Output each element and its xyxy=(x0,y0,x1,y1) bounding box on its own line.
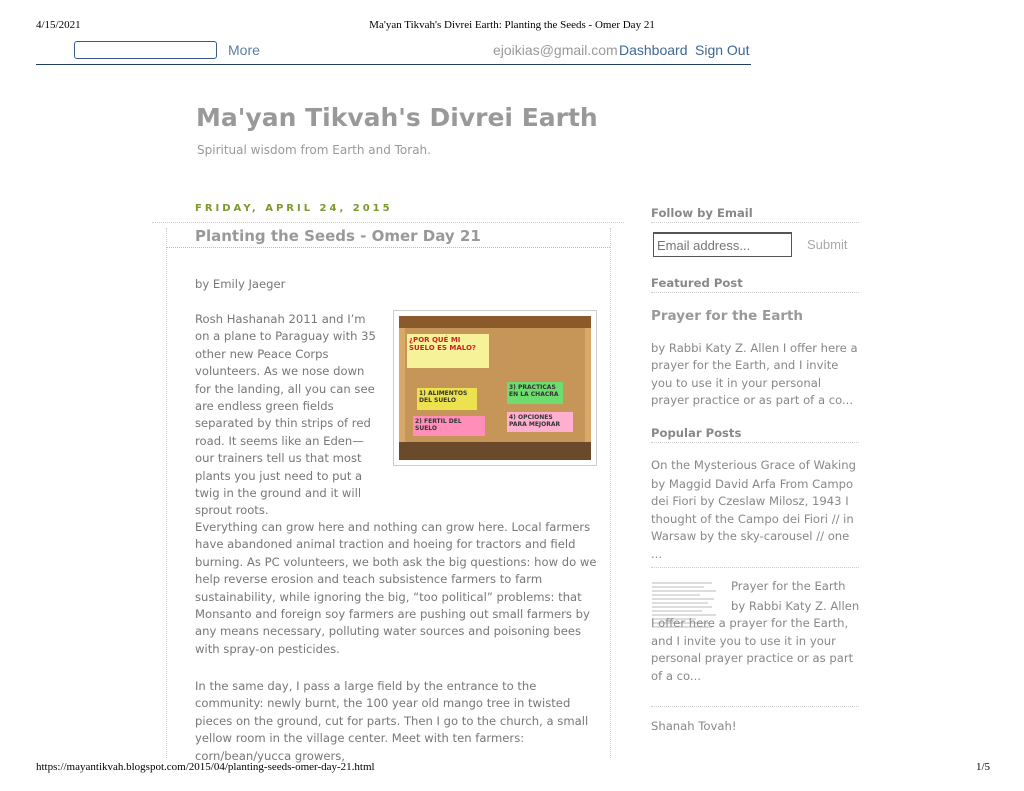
navbar-search-input[interactable] xyxy=(74,41,217,59)
follow-by-email-title: Follow by Email xyxy=(651,206,753,220)
post-date: FRIDAY, APRIL 24, 2015 xyxy=(195,203,393,214)
sign-out-link[interactable]: Sign Out xyxy=(695,42,750,58)
board-frame xyxy=(399,316,591,328)
sidebar-divider xyxy=(651,706,859,707)
print-url: https://mayantikvah.blogspot.com/2015/04/planting-seeds-omer-day-21.html xyxy=(36,761,375,773)
print-date: 4/15/2021 xyxy=(36,19,81,31)
sidebar-divider xyxy=(651,292,859,293)
photo-note: 3) PRACTICAS EN LA CHACRA xyxy=(507,382,563,404)
dashboard-link[interactable]: Dashboard xyxy=(619,42,688,58)
photo-note: ¿POR QUÉ MI SUELO ES MALO? xyxy=(407,334,489,368)
featured-post-snippet: by Rabbi Katy Z. Allen I offer here a prayer for the Earth, and I invite you to use it in your personal prayer practice or as part of a co... xyxy=(651,341,858,408)
photo-note: 4) OPCIONES PARA MEJORAR xyxy=(507,412,573,432)
blog-title[interactable]: Ma'yan Tikvah's Divrei Earth xyxy=(196,103,598,132)
sidebar-divider xyxy=(651,442,859,443)
popular-post-link[interactable]: Prayer for the Earth xyxy=(731,579,846,593)
popular-post-link[interactable]: On the Mysterious Grace of Waking xyxy=(651,458,856,472)
featured-post-title: Featured Post xyxy=(651,276,743,290)
user-email: ejoikias@gmail.com xyxy=(493,42,618,58)
blog-description: Spiritual wisdom from Earth and Torah. xyxy=(197,143,431,157)
print-page-number: 1/5 xyxy=(975,761,990,773)
featured-post-link[interactable]: Prayer for the Earth xyxy=(651,308,804,324)
sidebar-divider xyxy=(651,567,859,568)
main-divider xyxy=(152,222,624,223)
email-subscribe-input[interactable] xyxy=(653,232,792,257)
post-author: by Emily Jaeger xyxy=(195,277,286,291)
bulletin-board-photo xyxy=(399,316,591,460)
board-ledge xyxy=(399,442,591,460)
sidebar-divider xyxy=(651,222,859,223)
popular-post-link[interactable]: Shanah Tovah! xyxy=(651,719,737,733)
post-paragraph: Everything can grow here and nothing can grow here. Local farmers have abandoned animal traction and hoeing for tractors and field burning. As PC volunteers, we both ask the big questions: how do we help reverse erosion and teach subsistence farmers to farm sustainability, while ignoring the big, “too political” problems: that Monsanto and foreign soy farmers are pushing out small farmers by any means necessary, polluting water sources and poisoning bees with spray-on pesticides. xyxy=(195,520,597,656)
post-paragraph: Rosh Hashanah 2011 and I’m on a plane to Paraguay with 35 other new Peace Corps volunteers. As we nose down for the landing, all you can see are endless green fields separated by thin strips of red road. It seems like an Eden—our trainers tell us that most plants you just need to put a twig in the ground and it will sprout roots. xyxy=(195,312,376,518)
post-image[interactable] xyxy=(393,310,597,466)
popular-posts-title: Popular Posts xyxy=(651,426,742,440)
blogger-navbar xyxy=(36,40,751,65)
photo-note: 2) FERTIL DEL SUELO xyxy=(413,416,485,436)
popular-post-snippet: by Maggid David Arfa From Campo dei Fiori by Czeslaw Milosz, 1943 I thought of the Campo dei Fiori // in Warsaw by the sky-carousel // one ... xyxy=(651,477,854,561)
post-paragraph: In the same day, I pass a large field by the entrance to the community: newly burnt, the 100 year old mango tree in twisted pieces on the ground, cut for parts. Then I go to the church, a small yellow room in the village center. Meet with ten farmers: corn/bean/yucca growers, xyxy=(195,679,589,763)
post-title[interactable]: Planting the Seeds - Omer Day 21 xyxy=(195,227,481,245)
more-link[interactable]: More xyxy=(228,42,260,58)
photo-note: 1) ALIMENTOS DEL SUELO xyxy=(417,388,477,410)
submit-button[interactable]: Submit xyxy=(807,237,848,252)
print-title: Ma'yan Tikvah's Divrei Earth: Planting the Seeds - Omer Day 21 xyxy=(369,19,655,31)
post-border-left xyxy=(166,228,167,758)
popular-post-snippet: by Rabbi Katy Z. Allen I offer here a prayer for the Earth, and I invite you to use it in your personal prayer practice or as part of a co... xyxy=(651,599,860,683)
post-border-right xyxy=(610,228,611,758)
post-title-divider xyxy=(166,247,610,248)
